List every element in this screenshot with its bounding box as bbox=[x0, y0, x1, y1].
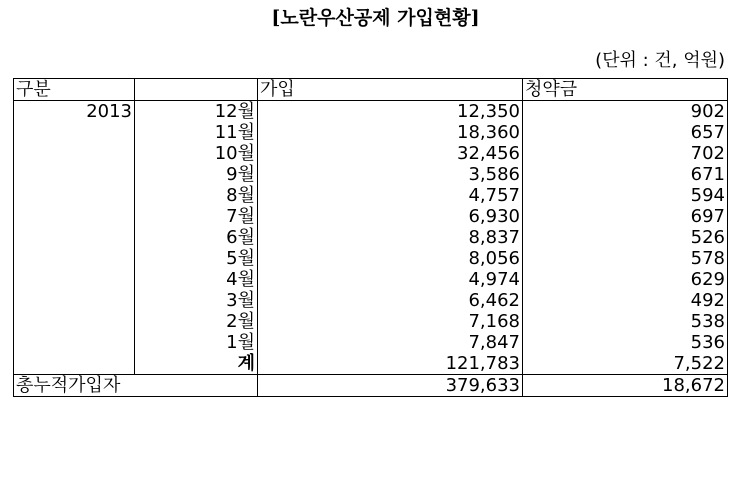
year-cell: 2013 bbox=[14, 101, 135, 123]
premium-cell: 594 bbox=[523, 185, 728, 206]
header-premium: 청약금 bbox=[523, 79, 728, 101]
table-row bbox=[14, 311, 728, 332]
join-cell: 8,056 bbox=[258, 248, 523, 269]
month-cell: 10월 bbox=[135, 143, 258, 164]
month-cell: 6월 bbox=[135, 227, 258, 248]
join-cell: 8,837 bbox=[258, 227, 523, 248]
table-row bbox=[14, 269, 728, 290]
total-premium: 18,672 bbox=[523, 375, 728, 397]
year-cell bbox=[14, 122, 135, 143]
month-cell: 4월 bbox=[135, 269, 258, 290]
table-row bbox=[14, 164, 728, 185]
total-row bbox=[14, 375, 728, 397]
premium-cell: 536 bbox=[523, 332, 728, 353]
table-header-row bbox=[14, 79, 728, 101]
premium-cell: 526 bbox=[523, 227, 728, 248]
subtotal-label: 계 bbox=[135, 353, 258, 375]
year-cell bbox=[14, 332, 135, 353]
premium-cell: 492 bbox=[523, 290, 728, 311]
table-row bbox=[14, 101, 728, 123]
subtotal-row bbox=[14, 353, 728, 375]
table-row bbox=[14, 206, 728, 227]
subtotal-premium: 7,522 bbox=[523, 353, 728, 375]
table-row bbox=[14, 248, 728, 269]
year-cell bbox=[14, 269, 135, 290]
year-cell bbox=[14, 164, 135, 185]
header-category-2 bbox=[135, 79, 258, 101]
premium-cell: 902 bbox=[523, 101, 728, 123]
table-row bbox=[14, 122, 728, 143]
total-label: 총누적가입자 bbox=[14, 375, 258, 397]
month-cell: 7월 bbox=[135, 206, 258, 227]
join-cell: 32,456 bbox=[258, 143, 523, 164]
year-cell bbox=[14, 353, 135, 375]
year-cell bbox=[14, 248, 135, 269]
year-cell bbox=[14, 311, 135, 332]
table-row bbox=[14, 332, 728, 353]
table-row bbox=[14, 185, 728, 206]
premium-cell: 629 bbox=[523, 269, 728, 290]
premium-cell: 657 bbox=[523, 122, 728, 143]
join-cell: 4,757 bbox=[258, 185, 523, 206]
year-cell bbox=[14, 290, 135, 311]
month-cell: 5월 bbox=[135, 248, 258, 269]
document-title: [노란우산공제 가입현황] bbox=[271, 7, 480, 29]
header-join: 가입 bbox=[258, 79, 523, 101]
subtotal-join: 121,783 bbox=[258, 353, 523, 375]
year-cell bbox=[14, 185, 135, 206]
month-cell: 8월 bbox=[135, 185, 258, 206]
premium-cell: 702 bbox=[523, 143, 728, 164]
join-cell: 4,974 bbox=[258, 269, 523, 290]
join-cell: 12,350 bbox=[258, 101, 523, 123]
premium-cell: 538 bbox=[523, 311, 728, 332]
premium-cell: 697 bbox=[523, 206, 728, 227]
year-cell bbox=[14, 227, 135, 248]
month-cell: 1월 bbox=[135, 332, 258, 353]
premium-cell: 578 bbox=[523, 248, 728, 269]
month-cell: 2월 bbox=[135, 311, 258, 332]
year-cell bbox=[14, 206, 135, 227]
join-cell: 3,586 bbox=[258, 164, 523, 185]
table-row bbox=[14, 290, 728, 311]
premium-cell: 671 bbox=[523, 164, 728, 185]
join-cell: 6,930 bbox=[258, 206, 523, 227]
month-cell: 9월 bbox=[135, 164, 258, 185]
month-cell: 11월 bbox=[135, 122, 258, 143]
year-cell bbox=[14, 143, 135, 164]
table-row bbox=[14, 227, 728, 248]
join-cell: 18,360 bbox=[258, 122, 523, 143]
unit-note: (단위 : 건, 억원) bbox=[595, 50, 725, 71]
join-cell: 6,462 bbox=[258, 290, 523, 311]
join-cell: 7,847 bbox=[258, 332, 523, 353]
header-category: 구분 bbox=[14, 79, 135, 101]
table-row bbox=[14, 143, 728, 164]
total-join: 379,633 bbox=[258, 375, 523, 397]
subscription-table bbox=[13, 78, 728, 397]
month-cell: 3월 bbox=[135, 290, 258, 311]
month-cell: 12월 bbox=[135, 101, 258, 123]
join-cell: 7,168 bbox=[258, 311, 523, 332]
